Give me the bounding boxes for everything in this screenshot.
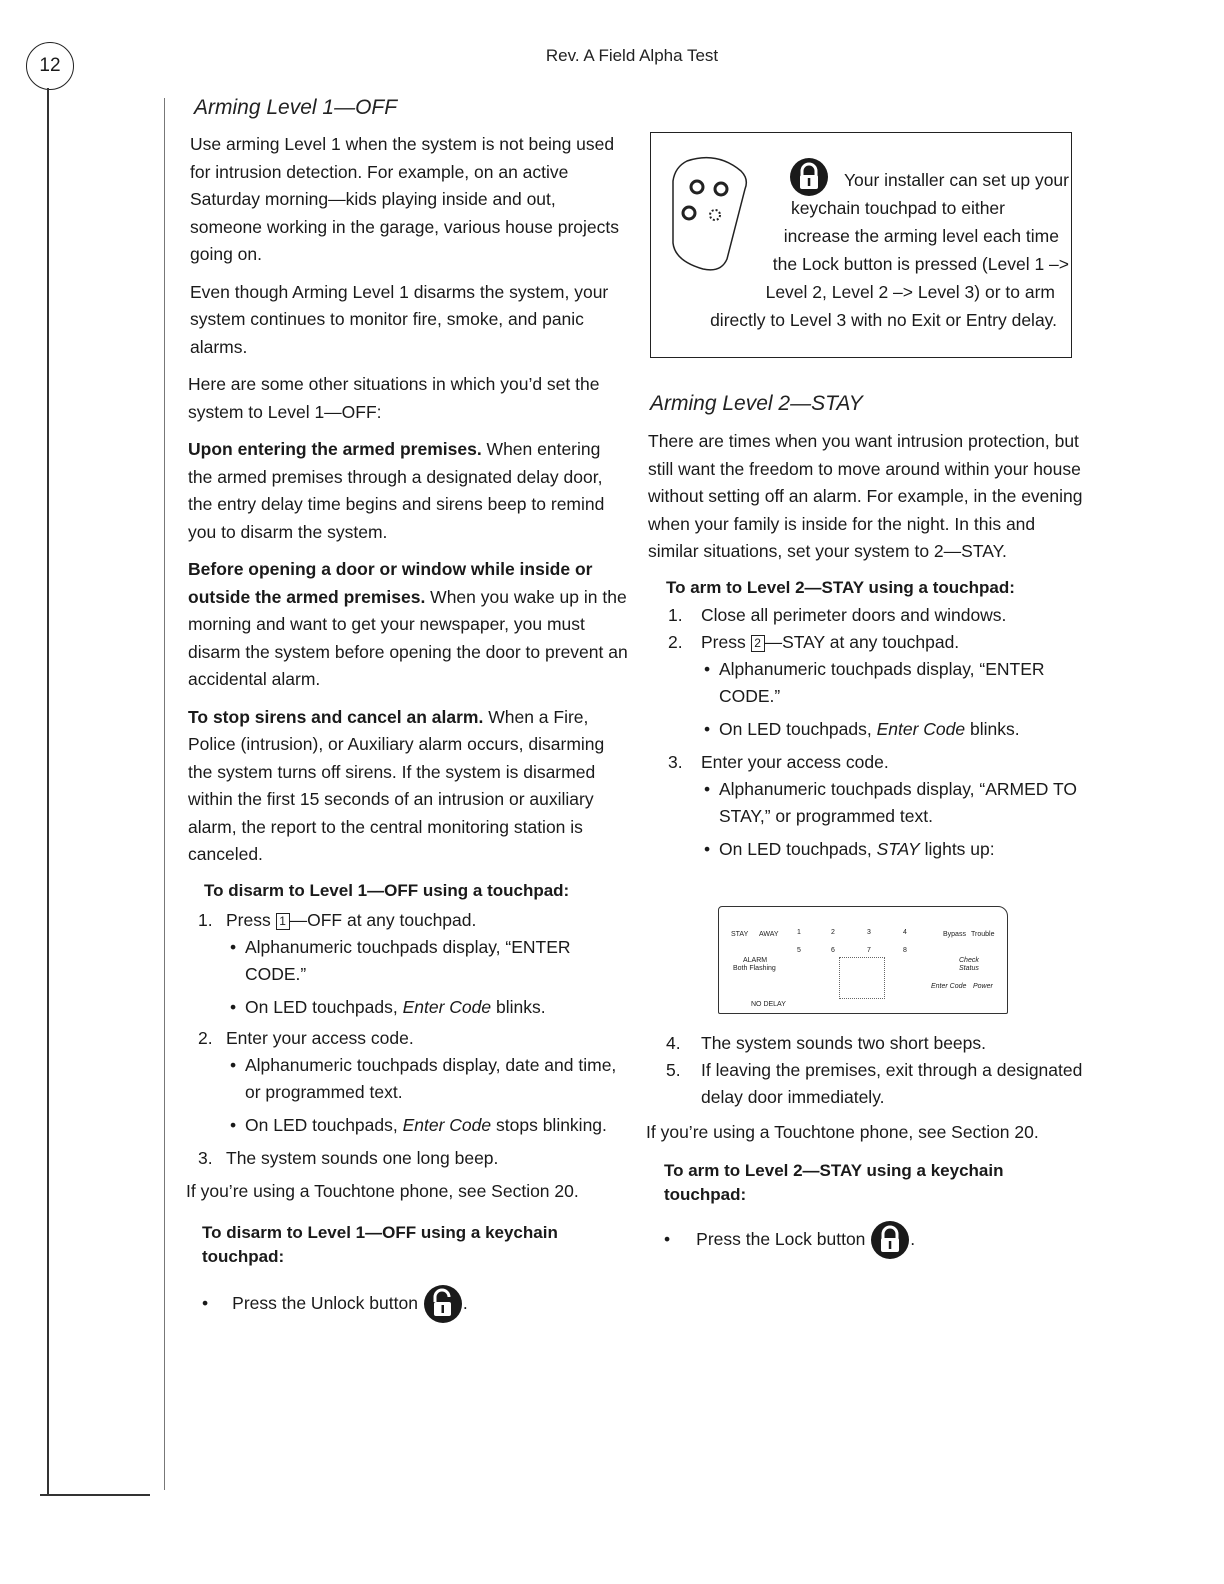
led-label-power: Power [973,983,993,990]
led-zone: 3 [867,929,871,936]
step-bullet: • Alphanumeric touchpads display, “ARMED TO STAY,” or programmed text. [704,778,1077,826]
phone-note: If you’re using a Touchtone phone, see Section 20. [646,1122,1039,1142]
led-zone: 5 [797,947,801,954]
step-bullet: • On LED touchpads, Enter Code blinks. [704,718,1020,739]
led-label-status: Status [959,965,979,972]
led-zone: 1 [797,929,801,936]
subheading-arm-keychain: To arm to Level 2—STAY using a keychain touchpad: [664,1160,1004,1204]
led-label-no-delay: NO DELAY [751,1001,786,1008]
step-2: 2. Press 2 —STAY at any touchpad. [668,631,960,652]
led-touchpad-illustration [718,906,1008,1014]
situation-entering: Upon entering the armed premises. When entering the armed premises through a designated delay door, the entry delay time begins and sirens beep to remind you to disarm the system. [188,439,605,542]
paragraph: Use arming Level 1 when the system is not being used for intrusion detection. For example, on an active Saturday morning—kids playing inside and out, someone working in the garage, various house projects going on. [190,134,619,264]
led-label-enter-code: Enter Code [931,983,967,990]
led-label-trouble: Trouble [971,931,995,938]
led-label-away: AWAY [759,931,779,938]
led-zone: 8 [903,947,907,954]
led-label-both-flashing: Both Flashing [733,965,776,972]
key-2: 2 [751,635,765,652]
step-3: 3. The system sounds one long beep. [198,1147,499,1168]
situation-stop-sirens: To stop sirens and cancel an alarm. When a Fire, Police (intrusion), or Auxiliary alarm occurs, disarming the system turns off sirens. If the system is disarmed within the first 15 seconds of an intrusion or auxiliary alarm, the report to the central monitoring station is canceled. [188,706,605,864]
bottom-margin-rule [40,1494,150,1496]
step-bullet: • Alphanumeric touchpads display, date and time, or programmed text. [230,1054,617,1102]
step-1: 1. Press 1 —OFF at any touchpad. [198,909,477,930]
led-label-bypass: Bypass [943,931,966,938]
running-header: Rev. A Field Alpha Test [545,46,719,65]
step-bullet: • On LED touchpads, Enter Code stops blinking. [230,1114,607,1135]
subheading-disarm-keychain: To disarm to Level 1—OFF using a keychain touchpad: [202,1223,558,1266]
paragraph: There are times when you want intrusion protection, but still want the freedom to move around within your house without setting off an alarm. For example, in the evening when your family is inside for the night. In this and similar situations, set your system to 2—STAY. [648,431,1083,561]
column-rule [164,98,165,1490]
step-4: 4. The system sounds two short beeps. [666,1033,986,1053]
left-margin-rule [47,88,49,1496]
key-1: 1 [276,913,290,930]
keychain-note-box [650,132,1072,358]
led-zone: 7 [867,947,871,954]
led-label-stay: STAY [731,931,749,938]
led-label-alarm: ALARM [743,957,768,964]
left-column [188,96,628,1324]
step-5: 5. If leaving the premises, exit through a designated delay door immediately. [666,1060,1083,1107]
page-number: 12 [26,42,74,90]
subheading-arm-touchpad: To arm to Level 2—STAY using a touchpad: [666,577,1015,597]
led-zone: 4 [903,929,907,936]
note-text: Your installer can set up your keychain touchpad to either increase the arming level each time the Lock button is pressed (Level 1 –> Level 2, Level 2 –> Level 3) or to arm directly to Level 3 with no Exit or Entry delay. [710,170,1069,330]
paragraph: Even though Arming Level 1 disarms the system, your system continues to monitor fire, smoke, and panic alarms. [190,281,609,357]
situation-opening-door: Before opening a door or window while inside or outside the armed premises. When you wake up in the morning and want to get your newspaper, you must disarm the system before opening the door to prevent an accidental alarm. [188,559,628,689]
right-column [648,392,1088,863]
led-keypad-grid [839,957,885,999]
unlock-instruction: • Press the Unlock button . [188,1283,628,1324]
step-2: 2. Enter your access code. [198,1027,414,1048]
paragraph: Here are some other situations in which you’d set the system to Level 1—OFF: [188,374,600,422]
right-column-continued [648,1030,1088,1260]
lock-icon [870,1220,910,1260]
unlock-icon [423,1284,463,1324]
led-zone: 6 [831,947,835,954]
subheading-disarm-touchpad: To disarm to Level 1—OFF using a touchpad: [204,880,570,900]
led-zone: 2 [831,929,835,936]
step-3: 3. Enter your access code. [668,751,889,772]
section-heading-level2: Arming Level 2—STAY [650,392,863,415]
lock-instruction: • Press the Lock button . [648,1219,1088,1260]
step-bullet: • On LED touchpads, Enter Code blinks. [230,996,546,1017]
step-bullet: • On LED touchpads, STAY lights up: [704,838,995,859]
step-bullet: • Alphanumeric touchpads display, “ENTER CODE.” [704,658,1045,706]
led-label-check: Check [959,957,979,964]
step-1: 1. Close all perimeter doors and windows. [668,604,1007,625]
section-heading-level1: Arming Level 1—OFF [194,96,398,119]
phone-note: If you’re using a Touchtone phone, see Section 20. [186,1180,579,1201]
step-bullet: • Alphanumeric touchpads display, “ENTER CODE.” [230,936,571,984]
